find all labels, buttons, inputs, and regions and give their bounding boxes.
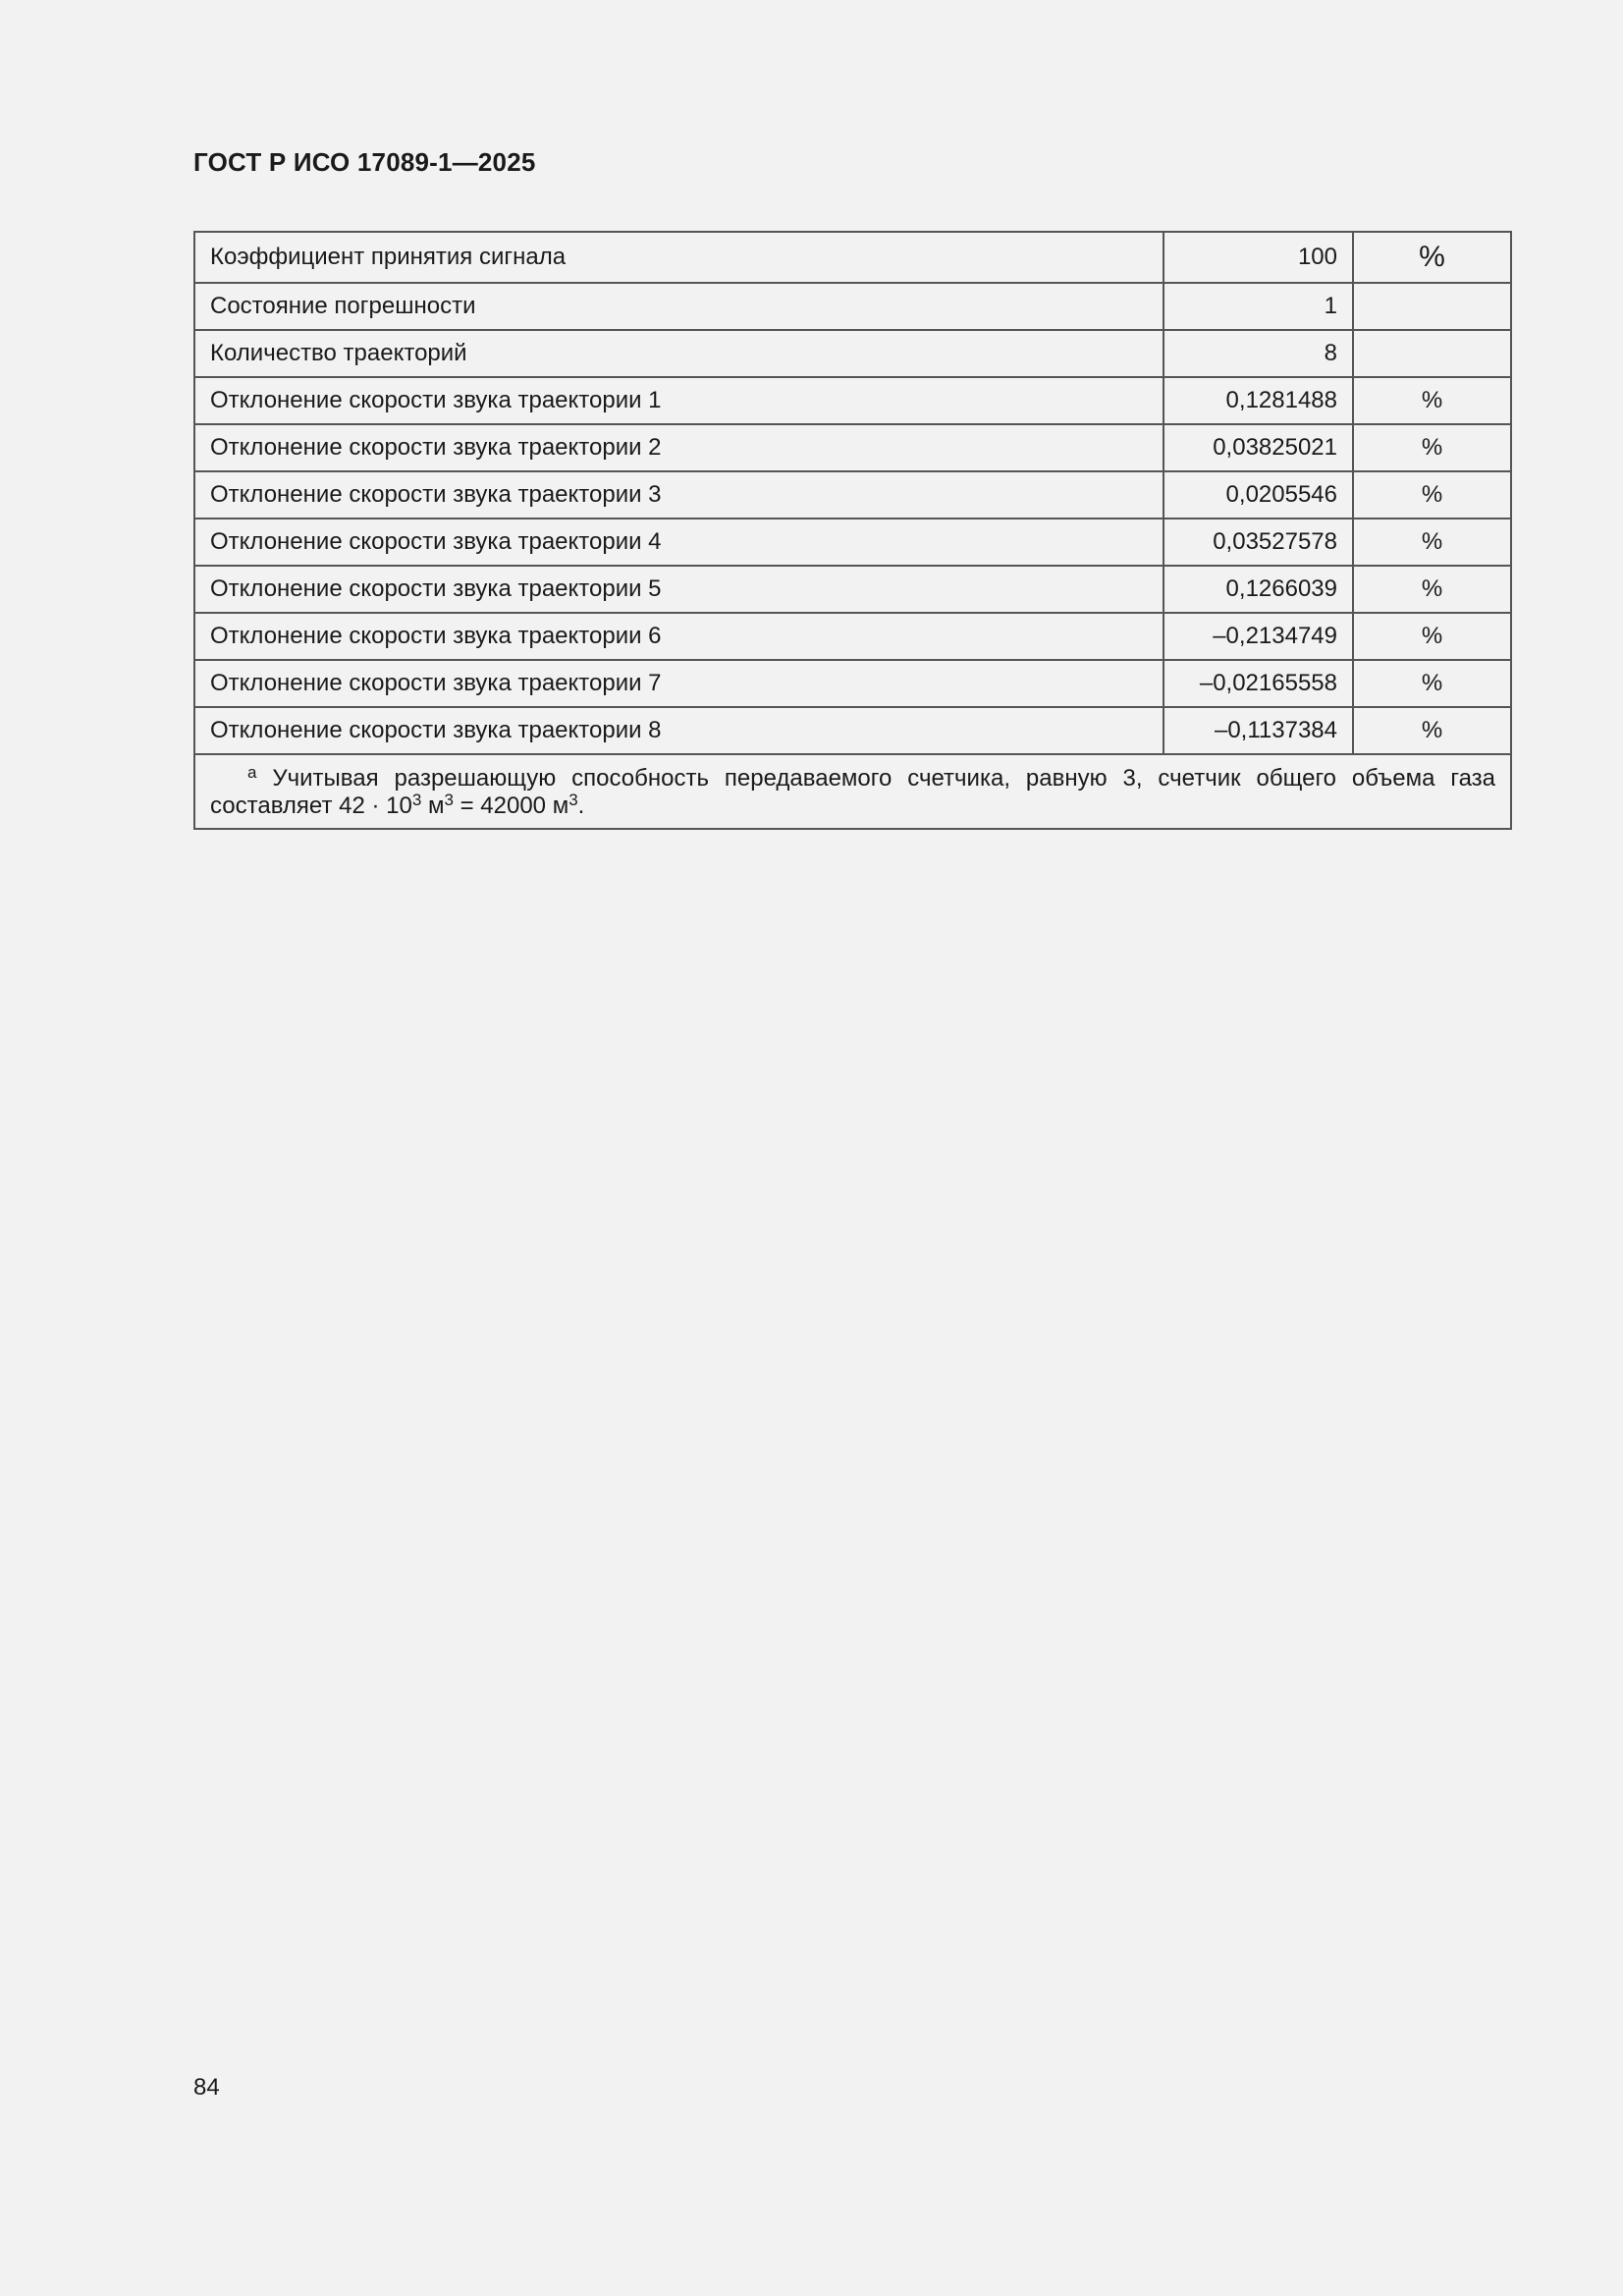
page-number: 84	[193, 2074, 220, 2101]
param-unit-cell: %	[1353, 707, 1511, 754]
param-name-cell: Отклонение скорости звука траектории 8	[194, 707, 1163, 754]
table-row	[194, 424, 1511, 471]
param-value-cell: –0,1137384	[1163, 707, 1353, 754]
param-value-cell: –0,2134749	[1163, 613, 1353, 660]
param-value-cell: 0,03825021	[1163, 424, 1353, 471]
param-name-cell: Отклонение скорости звука траектории 6	[194, 613, 1163, 660]
param-unit-cell: %	[1353, 613, 1511, 660]
footnote-marker: a	[247, 763, 257, 782]
param-name-cell: Отклонение скорости звука траектории 5	[194, 566, 1163, 613]
param-unit-cell: %	[1353, 660, 1511, 707]
param-unit-cell: %	[1353, 424, 1511, 471]
param-value-cell: 100	[1163, 232, 1353, 283]
table-row	[194, 566, 1511, 613]
param-name-cell: Количество траекторий	[194, 330, 1163, 377]
table-row	[194, 471, 1511, 519]
footnote-text-part2: м	[421, 793, 445, 819]
param-unit-cell: %	[1353, 566, 1511, 613]
table-footnote	[194, 754, 1511, 829]
param-unit-cell: %	[1353, 471, 1511, 519]
param-name-cell: Отклонение скорости звука траектории 1	[194, 377, 1163, 424]
param-unit-cell: %	[1353, 232, 1511, 283]
table-row	[194, 660, 1511, 707]
footnote-exponent: 3	[568, 791, 578, 809]
parameters-table	[193, 231, 1512, 830]
table-row	[194, 377, 1511, 424]
param-name-cell: Отклонение скорости звука траектории 2	[194, 424, 1163, 471]
document-header: ГОСТ Р ИСО 17089-1—2025	[193, 147, 536, 177]
table-row	[194, 754, 1511, 829]
param-unit-cell: %	[1353, 519, 1511, 566]
param-value-cell: 0,1266039	[1163, 566, 1353, 613]
footnote-text-part3: = 42000 м	[453, 793, 569, 819]
table-row	[194, 330, 1511, 377]
param-value-cell: 8	[1163, 330, 1353, 377]
param-name-cell: Коэффициент принятия сигнала	[194, 232, 1163, 283]
table-row	[194, 283, 1511, 330]
footnote-text-part4: .	[577, 793, 585, 819]
param-value-cell: –0,02165558	[1163, 660, 1353, 707]
param-unit-cell	[1353, 283, 1511, 330]
param-name-cell: Состояние погрешности	[194, 283, 1163, 330]
param-name-cell: Отклонение скорости звука траектории 4	[194, 519, 1163, 566]
param-value-cell: 0,1281488	[1163, 377, 1353, 424]
table-row	[194, 519, 1511, 566]
footnote-exponent: 3	[411, 791, 422, 809]
param-name-cell: Отклонение скорости звука траектории 7	[194, 660, 1163, 707]
param-unit-cell	[1353, 330, 1511, 377]
table-row	[194, 613, 1511, 660]
parameters-table-body	[194, 232, 1511, 829]
param-name-cell: Отклонение скорости звука траектории 3	[194, 471, 1163, 519]
table-row	[194, 707, 1511, 754]
param-value-cell: 0,03527578	[1163, 519, 1353, 566]
param-value-cell: 0,0205546	[1163, 471, 1353, 519]
param-value-cell: 1	[1163, 283, 1353, 330]
param-unit-cell: %	[1353, 377, 1511, 424]
table-row	[194, 232, 1511, 283]
footnote-exponent: 3	[444, 791, 454, 809]
footnote-text-part1: Учитывая разрешающую способность передаваемого счетчика, равную 3, счетчик общего объема газа составляет 42 · 10	[210, 765, 1495, 819]
